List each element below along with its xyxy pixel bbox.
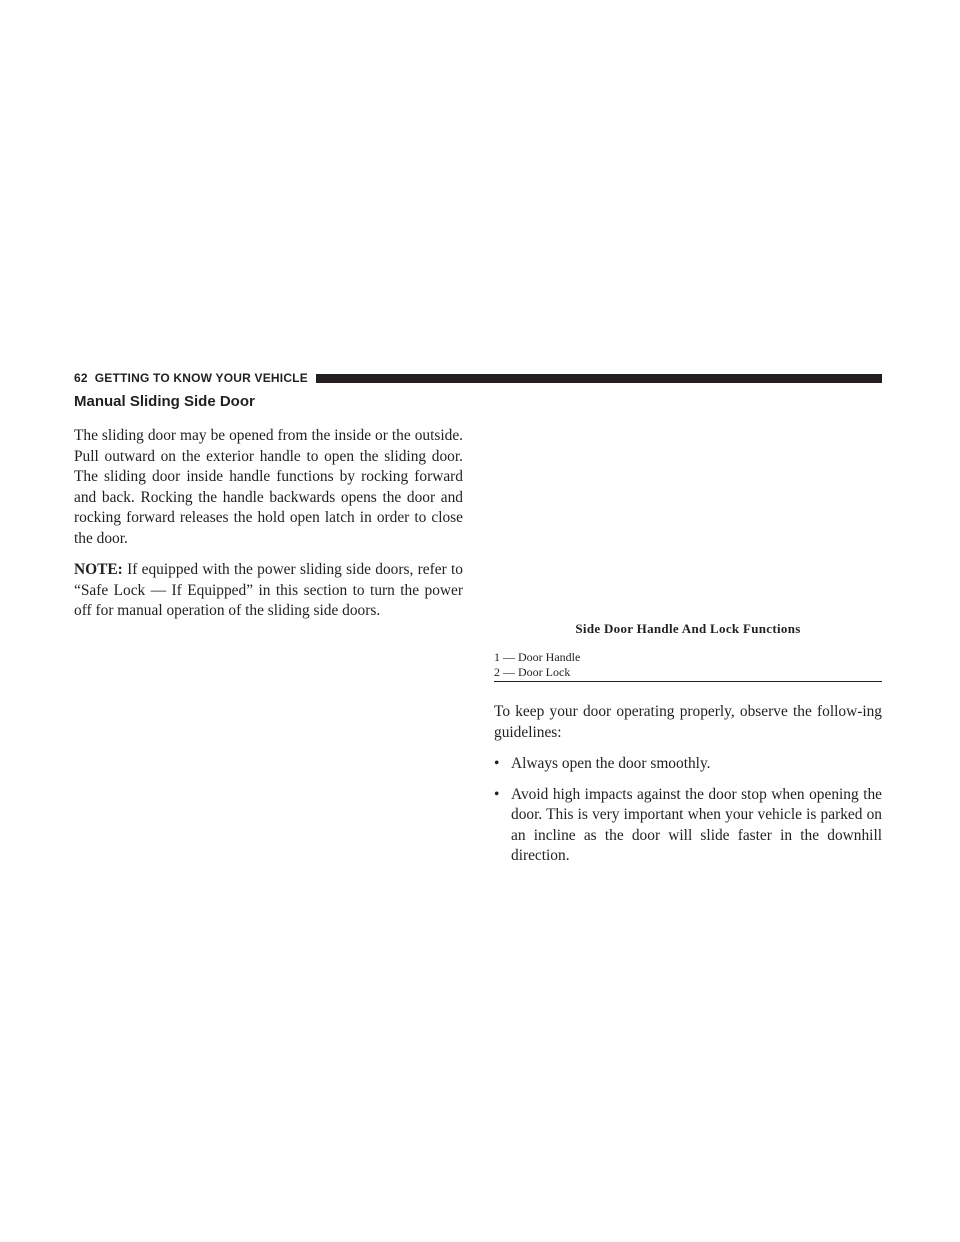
body-paragraph: The sliding door may be opened from the inside or the outside. Pull outward on the exterior handle to open the sliding door. The sliding door inside handle functions by rocking forward and back. Rocking the handle backwards opens the door and rocking forward releases the hold open latch in order to close the door.: [74, 427, 463, 547]
note-label: NOTE:: [74, 561, 123, 578]
header-rule: [316, 374, 882, 383]
list-item-text: Avoid high impacts against the door stop when opening the door. This is very important when your vehicle is parked on an incline as the door will slide faster in the downhill direction.: [511, 785, 882, 864]
right-column: [494, 620, 882, 877]
list-item: [494, 754, 882, 775]
legend-item: 1 — Door Handle: [494, 650, 581, 664]
section-heading: Manual Sliding Side Door: [74, 393, 255, 410]
guidelines: [494, 702, 882, 867]
list-item-text: Always open the door smoothly.: [511, 755, 711, 772]
guidelines-intro: To keep your door operating properly, observe the follow-ing guidelines:: [494, 703, 882, 741]
legend-item: 2 — Door Lock: [494, 665, 571, 679]
figure-caption: Side Door Handle And Lock Functions: [575, 621, 801, 636]
left-column: [74, 392, 463, 633]
figure-legend: [494, 650, 882, 682]
page-header: [74, 370, 882, 386]
bullet-icon: •: [494, 755, 500, 772]
note-text: If equipped with the power sliding side doors, refer to “Safe Lock — If Equipped” in this section to turn the power off for manual operation of the sliding side doors.: [74, 561, 463, 619]
legend-divider: [494, 681, 882, 682]
page-number: 62: [74, 371, 88, 385]
section-title: GETTING TO KNOW YOUR VEHICLE: [94, 371, 308, 385]
guidelines-list: [494, 754, 882, 867]
note-paragraph: [74, 560, 463, 622]
bullet-icon: •: [494, 785, 500, 803]
list-item: [494, 785, 882, 867]
